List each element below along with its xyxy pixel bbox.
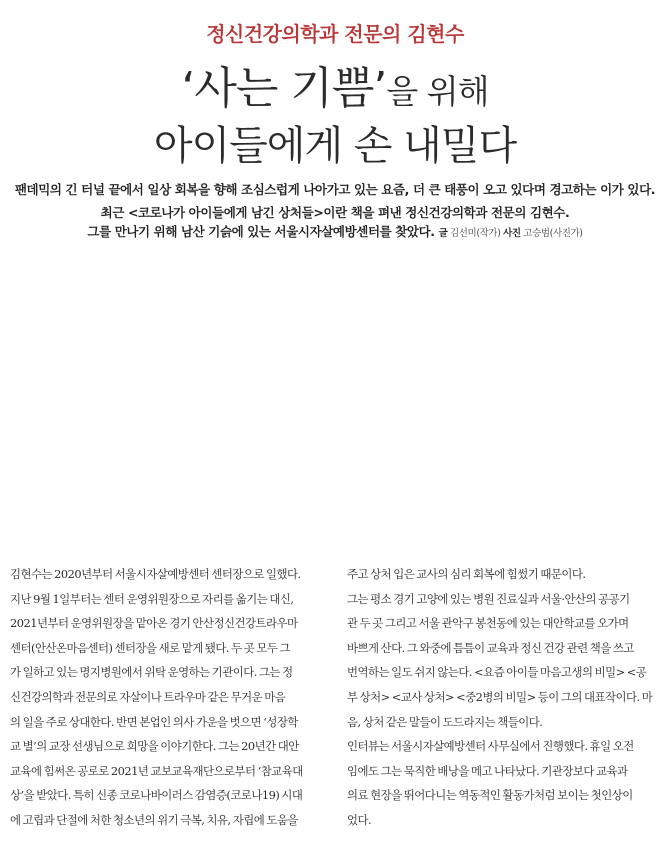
byline — [439, 228, 583, 239]
body-column-right — [347, 562, 663, 833]
body-line: 신건강의학과 전문의로 자살이나 트라우마 같은 무거운 마음 — [10, 689, 286, 704]
body-line: 2021년부터 운영위원장을 맡아온 경기 안산정신건강트라우마 — [10, 616, 298, 631]
body-line: 음, 상처 같은 말들이 도드라지는 책들이다. — [347, 714, 543, 729]
byline-writer-label: 글 — [438, 228, 448, 239]
body-line: 교 별’의 교장 선생님으로 희망을 이야기한다. 그는 20년간 대안 — [10, 739, 299, 754]
byline-writer: 김선미(작가) — [450, 228, 501, 239]
headline-suffix: 을 위해 — [386, 72, 489, 111]
body-line: 번역하는 일도 쉬지 않는다. <요즘 아이들 마음고생의 비밀> <공 — [347, 665, 647, 680]
body-line: 김현수는 2020년부터 서울시자살예방센터 센터장으로 일했다. — [10, 567, 301, 581]
headline-line-1 — [0, 52, 670, 116]
lead-line-3-text: 그를 만나기 위해 남산 기슭에 있는 서울시자살예방센터를 찾았다. — [87, 224, 435, 239]
body-line: 인터뷰는 서울시자살예방센터 사무실에서 진행했다. 휴일 오전 — [347, 739, 634, 754]
body-line: 상’을 받았다. 특히 신종 코로나바이러스 감염증(코로나19) 시대 — [10, 788, 303, 803]
headline-quote: ‘사는 기쁨’ — [181, 63, 387, 114]
lead-line-2: 최근 <코로나가 아이들에게 남긴 상처들>이란 책을 펴낸 정신건강의학과 전문의 김현수. — [100, 205, 570, 220]
body-line: 바쁘게 산다. 그 와중에 틈틈이 교육과 정신 건강 관련 책을 쓰고 — [347, 640, 634, 655]
byline-photo: 고승범(사진가) — [523, 228, 583, 239]
byline-photo-label: 사진 — [503, 228, 521, 239]
body-line: 부 상처> <교사 상처> <중2병의 비밀> 등이 그의 대표작이다. 마 — [347, 689, 653, 704]
body-line: 었다. — [347, 812, 372, 827]
body-column-left — [10, 562, 328, 833]
kicker-subtitle: 정신건강의학과 전문의 김현수 — [206, 22, 464, 46]
body-line: 교육에 힘써온 공로로 2021년 교보교육재단으로부터 ‘참교육대 — [10, 763, 303, 778]
body-line: 센터(안산온마음센터) 센터장을 새로 맡게 됐다. 두 곳 모두 그 — [10, 640, 291, 655]
body-line: 관 두 곳 그리고 서울 관악구 봉천동에 있는 대안학교를 오가며 — [347, 616, 629, 631]
body-line: 가 일하고 있는 명지병원에서 위탁 운영하는 기관이다. 그는 정 — [10, 665, 293, 680]
lead-line-3 — [0, 222, 670, 240]
body-line: 의 일을 주로 상대한다. 반면 본업인 의사 가운을 벗으면 ‘성장학 — [10, 714, 298, 729]
headline-line-2: 아이들에게 손 내밀다 — [153, 123, 517, 169]
lead-line-1: 팬데믹의 긴 터널 끝에서 일상 회복을 향해 조심스럽게 나아가고 있는 요즘, 더 큰 태풍이 오고 있다며 경고하는 이가 있다. — [14, 182, 656, 197]
body-line: 에 고립과 단절에 처한 청소년의 위기 극복, 치유, 자립에 도움을 — [10, 812, 298, 827]
body-line: 지난 9월 1일부터는 센터 운영위원장으로 자리를 옮기는 대신, — [10, 591, 294, 606]
body-line: 임에도 그는 묵직한 배낭을 메고 나타났다. 기관장보다 교육과 — [347, 763, 628, 778]
body-line: 그는 평소 경기 고양에 있는 병원 진료실과 서울·안산의 공공기 — [347, 591, 630, 606]
body-line: 주고 상처 입은 교사의 심리 회복에 힘썼기 때문이다. — [347, 567, 586, 581]
body-line: 의료 현장을 뛰어다니는 역동적인 활동가처럼 보이는 첫인상이 — [347, 788, 633, 803]
